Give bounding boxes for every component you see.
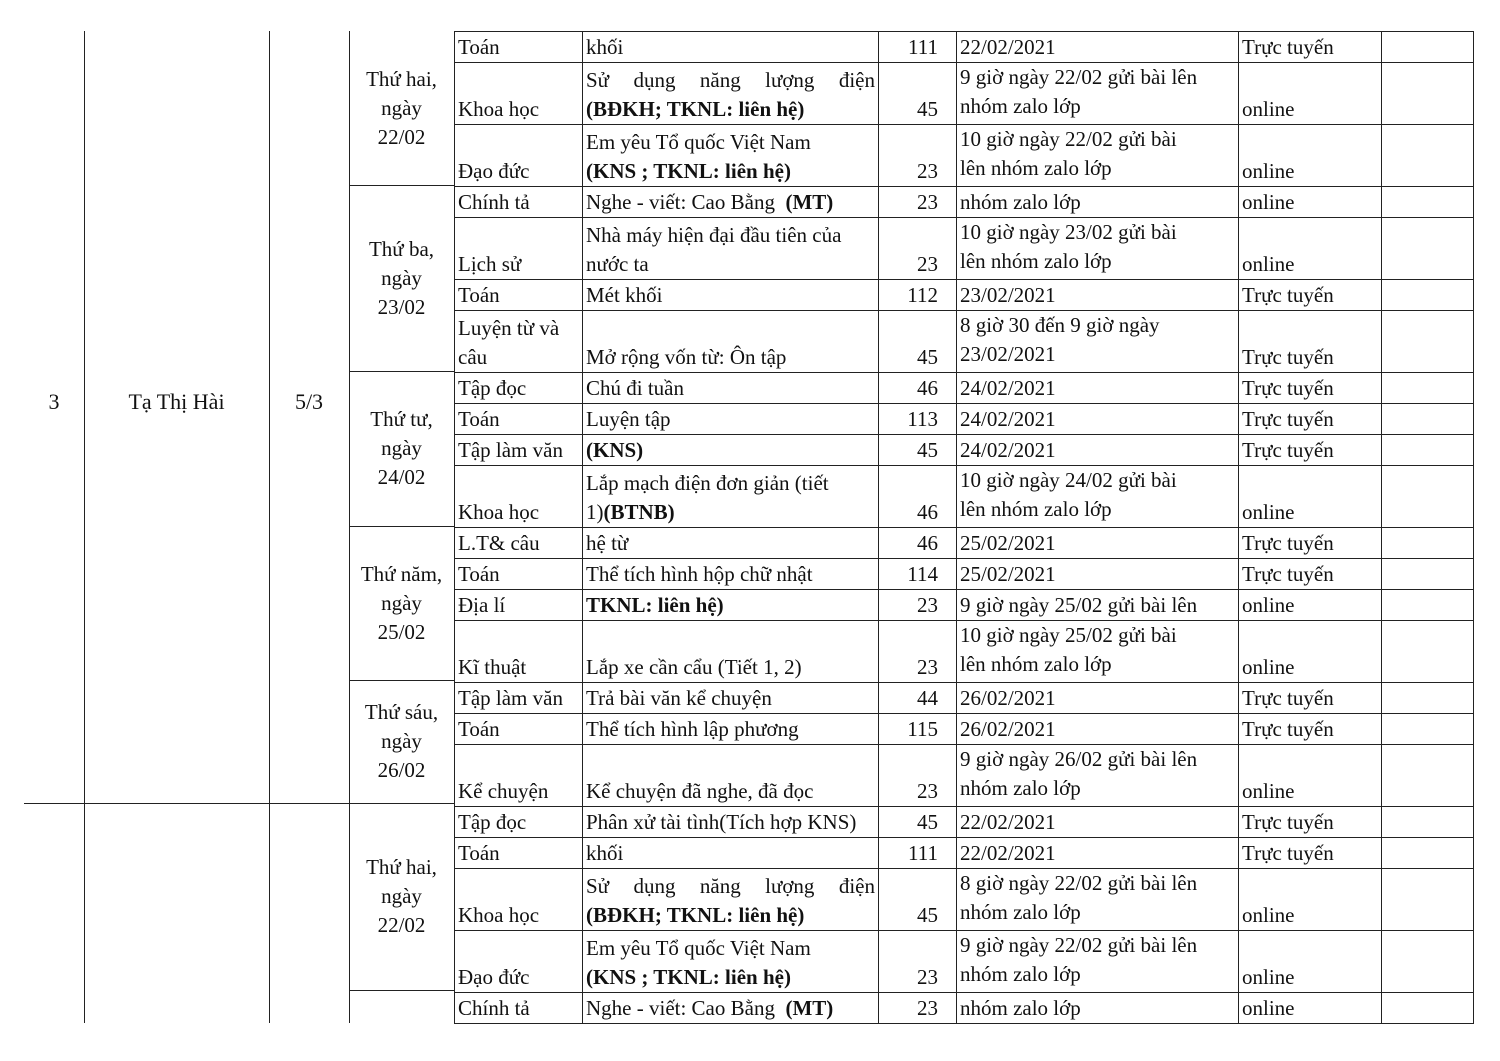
table-row — [455, 187, 1474, 218]
subject-cell — [455, 218, 583, 280]
period-cell: 46 — [879, 528, 957, 559]
note-cell — [1382, 745, 1474, 807]
day-weekday: Thứ ba, — [368, 236, 435, 261]
lesson-line1: Mét khối — [586, 283, 663, 307]
deadline-line1: 10 giờ ngày 24/02 gửi bài — [960, 468, 1177, 492]
subject-cell — [455, 435, 583, 466]
lesson-cell — [583, 311, 879, 373]
deadline-cell — [957, 590, 1239, 621]
lesson-cell — [583, 435, 879, 466]
lesson-cell — [583, 63, 879, 125]
table-row — [455, 373, 1474, 404]
lesson-line1: khối — [586, 841, 624, 865]
deadline-cell — [957, 621, 1239, 683]
mode-cell: Trực tuyến — [1239, 683, 1382, 714]
day-sub: ngày — [381, 436, 422, 460]
subject-cell — [455, 838, 583, 869]
table-row — [455, 63, 1474, 125]
note-cell — [1382, 807, 1474, 838]
deadline-cell — [957, 435, 1239, 466]
note-cell — [1382, 590, 1474, 621]
table-row — [455, 993, 1474, 1024]
table-row — [455, 621, 1474, 683]
deadline-line2: lên nhóm zalo lớp — [960, 249, 1112, 273]
lesson-line2a: 1) — [586, 500, 604, 524]
note-cell — [1382, 714, 1474, 745]
lesson-cell — [583, 466, 879, 528]
deadline-cell — [957, 714, 1239, 745]
subject-cell — [455, 63, 583, 125]
lesson-line2: (BTNB) — [603, 500, 675, 524]
lesson-cell — [583, 807, 879, 838]
lesson-cell — [583, 373, 879, 404]
day-label — [349, 526, 454, 680]
note-cell — [1382, 404, 1474, 435]
period-cell: 112 — [879, 280, 957, 311]
lesson-line2: (KNS ; TKNL: liên hệ) — [586, 965, 791, 989]
lesson-cell — [583, 559, 879, 590]
deadline-cell — [957, 373, 1239, 404]
mode-cell: online — [1239, 869, 1382, 931]
lesson-cell — [583, 621, 879, 683]
note-cell — [1382, 435, 1474, 466]
subject-cell — [455, 590, 583, 621]
lesson-cell — [583, 745, 879, 807]
lesson-line2: (KNS ; TKNL: liên hệ) — [586, 159, 791, 183]
deadline-line1: 9 giờ ngày 25/02 gửi bài lên — [960, 593, 1198, 617]
lesson-cell — [583, 528, 879, 559]
mode-cell: online — [1239, 993, 1382, 1024]
table-row — [455, 559, 1474, 590]
left-col-line-1 — [84, 31, 85, 1023]
subject-cell — [455, 714, 583, 745]
lesson-tag: (MT) — [785, 190, 834, 214]
mode-cell: Trực tuyến — [1239, 311, 1382, 373]
subject-cell — [455, 869, 583, 931]
lesson-cell — [583, 869, 879, 931]
subject-text: Toán — [458, 35, 500, 59]
deadline-line1: 26/02/2021 — [960, 717, 1056, 741]
subject-text: Toán — [458, 283, 500, 307]
period-cell: 23 — [879, 187, 957, 218]
deadline-line2: 23/02/2021 — [960, 342, 1056, 366]
subject-text: Đạo đức — [458, 965, 530, 989]
subject-cell — [455, 621, 583, 683]
subject-text: Kể chuyện — [458, 779, 549, 803]
subject-cell — [455, 404, 583, 435]
period-cell: 23 — [879, 125, 957, 187]
mode-cell: online — [1239, 125, 1382, 187]
note-cell — [1382, 683, 1474, 714]
day-label — [349, 680, 454, 803]
mode-cell: online — [1239, 590, 1382, 621]
period-cell: 45 — [879, 63, 957, 125]
stt-number: 3 — [48, 389, 60, 414]
deadline-cell — [957, 807, 1239, 838]
mode-cell: Trực tuyến — [1239, 838, 1382, 869]
deadline-line1: 8 giờ 30 đến 9 giờ ngày — [960, 313, 1160, 337]
period-cell: 45 — [879, 435, 957, 466]
lesson-line1: Chú đi tuần — [586, 376, 684, 400]
deadline-line2: nhóm zalo lớp — [960, 776, 1081, 800]
note-cell — [1382, 187, 1474, 218]
deadline-cell — [957, 683, 1239, 714]
period-cell: 45 — [879, 869, 957, 931]
mode-cell: online — [1239, 63, 1382, 125]
mode-cell: Trực tuyến — [1239, 280, 1382, 311]
subject-cell — [455, 528, 583, 559]
table-row — [455, 404, 1474, 435]
day-label — [349, 185, 454, 371]
period-cell: 45 — [879, 807, 957, 838]
lesson-cell — [583, 32, 879, 63]
deadline-cell — [957, 32, 1239, 63]
subject-line: câu — [458, 345, 488, 369]
table-row — [455, 838, 1474, 869]
period-cell: 113 — [879, 404, 957, 435]
period-cell: 45 — [879, 311, 957, 373]
lesson-line1: Nghe - viết: Cao Bằng — [586, 190, 775, 214]
deadline-line1: 23/02/2021 — [960, 283, 1056, 307]
subject-text: Toán — [458, 841, 500, 865]
subject-cell — [455, 466, 583, 528]
period-cell: 23 — [879, 621, 957, 683]
note-cell — [1382, 528, 1474, 559]
period-cell: 23 — [879, 218, 957, 280]
period-cell: 46 — [879, 466, 957, 528]
mode-cell: Trực tuyến — [1239, 435, 1382, 466]
lesson-line1: (KNS) — [586, 438, 644, 462]
lesson-cell — [583, 590, 879, 621]
deadline-cell — [957, 466, 1239, 528]
period-cell: 44 — [879, 683, 957, 714]
table-row — [455, 280, 1474, 311]
subject-cell — [455, 683, 583, 714]
subject-text: Tập đọc — [458, 810, 527, 834]
subject-text: Kĩ thuật — [458, 655, 527, 679]
mode-cell: Trực tuyến — [1239, 714, 1382, 745]
subject-line: Luyện từ và — [458, 316, 560, 340]
deadline-line1: 10 giờ ngày 25/02 gửi bài — [960, 623, 1177, 647]
lesson-line1: Sử dụng năng lượng điện — [586, 874, 875, 898]
table-row — [455, 931, 1474, 993]
deadline-line2: lên nhóm zalo lớp — [960, 497, 1112, 521]
subject-text: Khoa học — [458, 500, 540, 524]
lesson-cell — [583, 838, 879, 869]
lesson-line2: Kể chuyện đã nghe, đã đọc — [586, 779, 814, 803]
mode-cell: Trực tuyến — [1239, 404, 1382, 435]
lesson-cell — [583, 218, 879, 280]
period-cell: 46 — [879, 373, 957, 404]
subject-text: Toán — [458, 407, 500, 431]
lesson-line1: Thể tích hình lập phương — [586, 717, 799, 741]
day-sub: ngày — [381, 590, 422, 615]
table-row — [455, 745, 1474, 807]
table-row — [455, 218, 1474, 280]
lesson-line2: (BĐKH; TKNL: liên hệ) — [586, 97, 805, 121]
lesson-line1: Em yêu Tổ quốc Việt Nam — [586, 130, 811, 154]
deadline-cell — [957, 280, 1239, 311]
subject-cell — [455, 807, 583, 838]
period-cell: 115 — [879, 714, 957, 745]
note-cell — [1382, 559, 1474, 590]
subject-cell — [455, 745, 583, 807]
lesson-line1: Thể tích hình hộp chữ nhật — [586, 562, 813, 586]
lesson-line1: Nghe - viết: Cao Bằng — [586, 996, 775, 1020]
deadline-cell — [957, 528, 1239, 559]
lesson-line2: nước ta — [586, 252, 649, 276]
subject-text: Chính tả — [458, 190, 530, 214]
mode-cell: online — [1239, 621, 1382, 683]
lesson-line1: Em yêu Tổ quốc Việt Nam — [586, 936, 811, 960]
table-row — [455, 32, 1474, 63]
day-date: 25/02 — [377, 619, 426, 644]
note-cell — [1382, 838, 1474, 869]
table-row — [455, 125, 1474, 187]
subject-cell — [455, 187, 583, 218]
deadline-cell — [957, 838, 1239, 869]
period-cell: 23 — [879, 745, 957, 807]
deadline-line2: nhóm zalo lớp — [960, 900, 1081, 924]
lesson-cell — [583, 187, 879, 218]
day-sub: ngày — [381, 729, 422, 753]
deadline-line1: 26/02/2021 — [960, 686, 1056, 710]
day-date: 24/02 — [377, 465, 426, 489]
note-cell — [1382, 311, 1474, 373]
schedule-table — [454, 31, 1474, 1024]
deadline-line1: 24/02/2021 — [960, 376, 1056, 400]
note-cell — [1382, 373, 1474, 404]
subject-text: Toán — [458, 562, 500, 586]
deadline-cell — [957, 187, 1239, 218]
lesson-tag: (MT) — [785, 996, 834, 1020]
day-sub: ngày — [381, 265, 422, 290]
note-cell — [1382, 993, 1474, 1024]
mode-cell: online — [1239, 745, 1382, 807]
lesson-line1: Phân xử tài tình(Tích hợp KNS) — [586, 810, 857, 834]
deadline-line1: nhóm zalo lớp — [960, 996, 1081, 1020]
lesson-cell — [583, 683, 879, 714]
period-cell: 23 — [879, 590, 957, 621]
day-sub: ngày — [381, 95, 422, 120]
subject-text: Chính tả — [458, 996, 530, 1020]
class-name: 5/3 — [294, 389, 324, 414]
lesson-cell — [583, 125, 879, 187]
mode-cell: Trực tuyến — [1239, 559, 1382, 590]
deadline-line1: 22/02/2021 — [960, 841, 1056, 865]
deadline-line1: 9 giờ ngày 26/02 gửi bài lên — [960, 747, 1198, 771]
deadline-cell — [957, 311, 1239, 373]
note-cell — [1382, 931, 1474, 993]
deadline-line1: 10 giờ ngày 23/02 gửi bài — [960, 220, 1177, 244]
period-cell: 23 — [879, 931, 957, 993]
period-cell: 111 — [879, 838, 957, 869]
deadline-line1: 9 giờ ngày 22/02 gửi bài lên — [960, 933, 1198, 957]
lesson-line1: Nhà máy hiện đại đầu tiên của — [586, 223, 842, 247]
day-divider — [349, 990, 454, 991]
deadline-line2: nhóm zalo lớp — [960, 962, 1081, 986]
day-date: 22/02 — [377, 124, 426, 149]
deadline-line1: 24/02/2021 — [960, 407, 1056, 431]
lesson-line2: Mở rộng vốn từ: Ôn tập — [586, 345, 787, 369]
table-row — [455, 807, 1474, 838]
subject-cell — [455, 280, 583, 311]
deadline-cell — [957, 218, 1239, 280]
table-row — [455, 311, 1474, 373]
table-row — [455, 590, 1474, 621]
note-cell — [1382, 32, 1474, 63]
deadline-cell — [957, 404, 1239, 435]
subject-text: Tập đọc — [458, 376, 527, 400]
day-weekday: Thứ sáu, — [364, 700, 439, 724]
subject-cell — [455, 311, 583, 373]
mode-cell: online — [1239, 218, 1382, 280]
lesson-line1: TKNL: liên hệ) — [586, 593, 724, 617]
lesson-line2: Lắp xe cần cẩu (Tiết 1, 2) — [586, 655, 802, 679]
day-weekday: Thứ hai, — [366, 66, 437, 91]
period-cell: 111 — [879, 32, 957, 63]
lesson-cell — [583, 714, 879, 745]
subject-text: Lịch sử — [458, 252, 522, 276]
subject-cell — [455, 125, 583, 187]
mode-cell: online — [1239, 187, 1382, 218]
deadline-cell — [957, 63, 1239, 125]
day-label — [349, 803, 454, 990]
deadline-cell — [957, 125, 1239, 187]
deadline-line1: 25/02/2021 — [960, 562, 1056, 586]
mode-cell: online — [1239, 931, 1382, 993]
table-row — [455, 435, 1474, 466]
deadline-line1: 25/02/2021 — [960, 531, 1056, 555]
subject-cell — [455, 993, 583, 1024]
mode-cell: online — [1239, 466, 1382, 528]
deadline-cell — [957, 931, 1239, 993]
table-row — [455, 683, 1474, 714]
mode-cell: Trực tuyến — [1239, 373, 1382, 404]
subject-cell — [455, 931, 583, 993]
lesson-line1: Luyện tập — [586, 407, 671, 431]
lesson-cell — [583, 993, 879, 1024]
lesson-line2: (BĐKH; TKNL: liên hệ) — [586, 903, 805, 927]
day-sub: ngày — [381, 884, 422, 908]
subject-text: Đạo đức — [458, 159, 530, 183]
day-date: 22/02 — [377, 913, 426, 937]
table-row — [455, 466, 1474, 528]
lesson-line1: Sử dụng năng lượng điện — [586, 68, 875, 92]
note-cell — [1382, 218, 1474, 280]
deadline-line1: 22/02/2021 — [960, 35, 1056, 59]
mode-cell: Trực tuyến — [1239, 32, 1382, 63]
note-cell — [1382, 280, 1474, 311]
note-cell — [1382, 621, 1474, 683]
table-row — [455, 714, 1474, 745]
subject-text: L.T& câu — [458, 531, 540, 555]
teacher-name: Tạ Thị Hài — [128, 389, 225, 414]
deadline-cell — [957, 993, 1239, 1024]
deadline-line1: nhóm zalo lớp — [960, 190, 1081, 214]
lesson-line1: Lắp mạch điện đơn giản (tiết — [586, 471, 829, 495]
table-row — [455, 528, 1474, 559]
note-cell — [1382, 466, 1474, 528]
subject-text: Tập làm văn — [458, 438, 563, 462]
lesson-line1: hệ từ — [586, 531, 629, 555]
deadline-line2: lên nhóm zalo lớp — [960, 652, 1112, 676]
table-row — [455, 869, 1474, 931]
deadline-cell — [957, 869, 1239, 931]
subject-text: Địa lí — [458, 593, 506, 617]
lesson-line1: Trả bài văn kể chuyện — [586, 686, 772, 710]
day-label — [349, 31, 454, 185]
left-col-line-2 — [269, 31, 270, 1023]
subject-cell — [455, 559, 583, 590]
subject-text: Toán — [458, 717, 500, 741]
subject-text: Khoa học — [458, 97, 540, 121]
day-label — [349, 371, 454, 526]
lesson-cell — [583, 931, 879, 993]
deadline-line1: 22/02/2021 — [960, 810, 1056, 834]
day-weekday: Thứ tư, — [370, 407, 433, 431]
day-weekday: Thứ năm, — [360, 561, 443, 586]
day-date: 26/02 — [377, 758, 426, 782]
mode-cell: Trực tuyến — [1239, 528, 1382, 559]
subject-cell — [455, 373, 583, 404]
subject-text: Tập làm văn — [458, 686, 563, 710]
period-cell: 23 — [879, 993, 957, 1024]
deadline-line2: lên nhóm zalo lớp — [960, 156, 1112, 180]
period-cell: 114 — [879, 559, 957, 590]
note-cell — [1382, 869, 1474, 931]
deadline-line1: 24/02/2021 — [960, 438, 1056, 462]
note-cell — [1382, 125, 1474, 187]
day-weekday: Thứ hai, — [366, 855, 437, 879]
deadline-cell — [957, 559, 1239, 590]
deadline-cell — [957, 745, 1239, 807]
lesson-cell — [583, 404, 879, 435]
deadline-line2: nhóm zalo lớp — [960, 94, 1081, 118]
deadline-line1: 9 giờ ngày 22/02 gửi bài lên — [960, 65, 1198, 89]
subject-text: Khoa học — [458, 903, 540, 927]
deadline-line1: 8 giờ ngày 22/02 gửi bài lên — [960, 871, 1198, 895]
deadline-line1: 10 giờ ngày 22/02 gửi bài — [960, 127, 1177, 151]
lesson-line1: khối — [586, 35, 624, 59]
subject-cell — [455, 32, 583, 63]
mode-cell: Trực tuyến — [1239, 807, 1382, 838]
note-cell — [1382, 63, 1474, 125]
day-date: 23/02 — [377, 294, 426, 319]
lesson-cell — [583, 280, 879, 311]
